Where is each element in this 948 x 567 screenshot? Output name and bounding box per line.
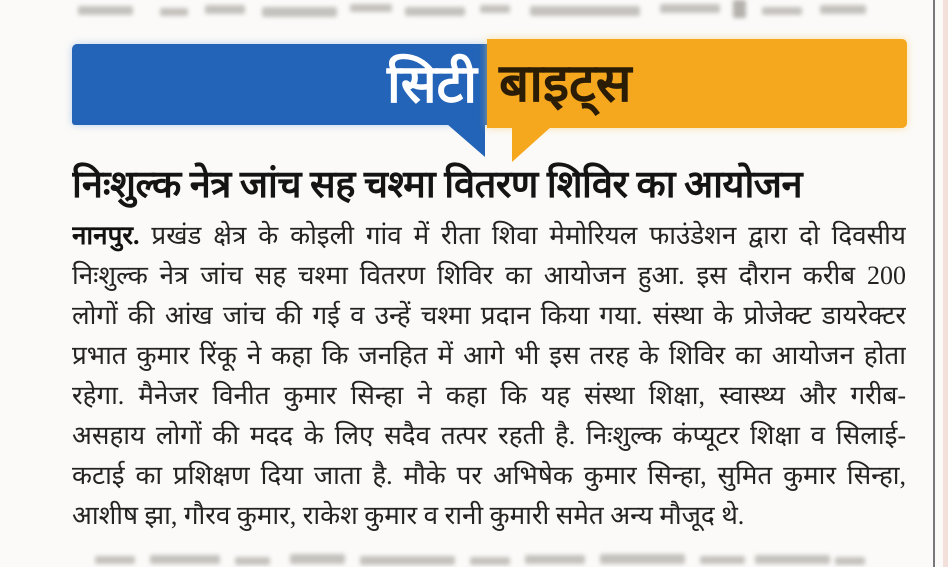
article-headline: निःशुल्क नेत्र जांच सह चश्मा वितरण शिविर का आयोजन: [72, 164, 803, 206]
body-line: प्रभात कुमार रिंकू ने कहा कि जनहित में आगे भी इस तरह के शिविर का आयोजन होता: [72, 341, 906, 370]
text-fragment: [95, 556, 135, 564]
text-fragment: [205, 5, 245, 14]
body-line: लोगों की आंख जांच की गई व उन्हें चश्मा प्रदान किया गया. संस्था के प्रोजेक्ट डायरेक्टर: [72, 301, 906, 330]
city-banner: [72, 44, 487, 125]
body-line: आशीष झा, गौरव कुमार, राकेश कुमार व रानी कुमारी समेत अन्य मौजूद थे.: [72, 501, 745, 530]
text-fragment: [700, 556, 745, 564]
dateline: नानपुर.: [72, 221, 140, 250]
text-fragment: [820, 5, 866, 14]
text-fragment: [600, 554, 685, 564]
text-fragment: [160, 8, 188, 16]
body-line: [72, 217, 906, 257]
text-fragment: [660, 4, 720, 13]
text-fragment: [235, 557, 270, 565]
body-line-text: प्रखंड क्षेत्र के कोइली गांव में रीता शिवा मेमोरियल फाउंडेशन द्वारा दो दिवसीय: [151, 221, 906, 250]
article-body: [72, 217, 906, 537]
text-fragment: [733, 0, 746, 18]
text-fragment: [835, 557, 865, 565]
text-fragment: [405, 7, 465, 16]
text-fragment: [350, 4, 392, 12]
text-fragment: [762, 7, 802, 15]
text-fragment: [78, 6, 133, 15]
text-fragment: [360, 556, 455, 565]
body-line: निःशुल्क नेत्र जांच सह चश्मा वितरण शिविर का आयोजन हुआ. इस दौरान करीब 200: [72, 261, 906, 290]
column-divider-line: [933, 0, 935, 567]
bytes-banner: [487, 39, 907, 128]
text-fragment: [290, 554, 345, 564]
bytes-banner-label: बाइट्स: [499, 54, 632, 113]
text-fragment: [470, 557, 510, 565]
text-fragment: [150, 555, 220, 564]
city-banner-label: सिटी: [387, 55, 477, 114]
text-fragment: [480, 5, 510, 13]
body-line: कटाई का प्रशिक्षण दिया जाता है. मौके पर अभिषेक कुमार सिन्हा, सुमित कुमार सिन्हा,: [72, 461, 906, 490]
text-fragment: [262, 7, 337, 17]
text-fragment: [755, 555, 830, 564]
body-line: रहेगा. मैनेजर विनीत कुमार सिन्हा ने कहा कि यह संस्था शिक्षा, स्वास्थ्य और गरीब-: [72, 381, 906, 410]
text-fragment: [525, 555, 585, 564]
text-fragment: [530, 6, 640, 16]
body-line: असहाय लोगों की मदद के लिए सदैव तत्पर रहती है. निःशुल्क कंप्यूटर शिक्षा व सिलाई-: [72, 421, 906, 450]
page-edge-strip: [943, 0, 948, 567]
city-banner-tail: [447, 124, 485, 157]
